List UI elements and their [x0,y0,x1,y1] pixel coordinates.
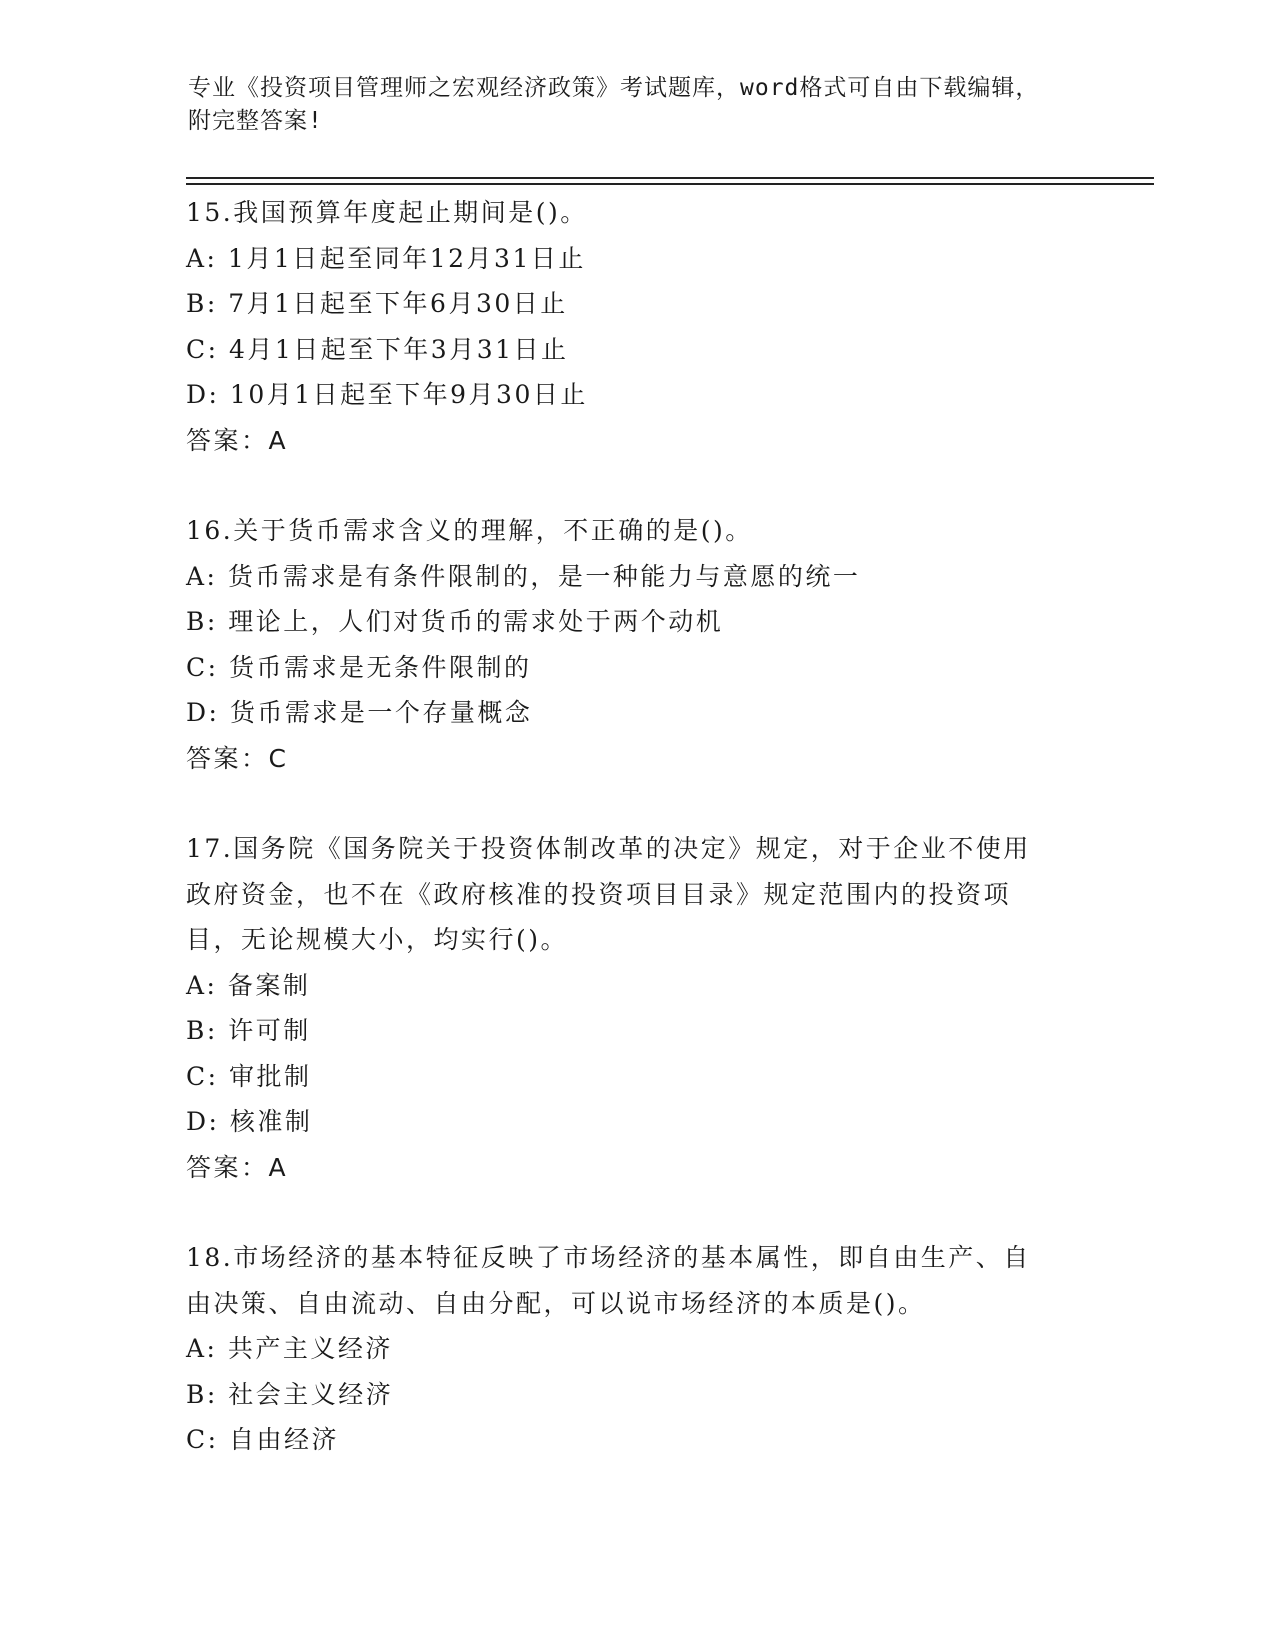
stem-line: 18.市场经济的基本特征反映了市场经济的基本属性，即自由生产、自 [186,1243,1031,1272]
header-line-1: 专业《投资项目管理师之宏观经济政策》考试题库，word格式可自由下载编辑， [188,75,1040,101]
answer-line: 答案：A [186,425,289,455]
question-stem [186,190,1086,236]
question-15 [186,190,1086,463]
option-a: A: 共产主义经济 [186,1334,393,1363]
header-divider-bottom [186,183,1154,185]
option-b: B: 许可制 [186,1016,311,1045]
document-header [188,72,1088,138]
option-c: C: 审批制 [186,1061,312,1091]
option-c: C: 4月1日起至下年3月31日止 [186,334,569,364]
option-b: B: 理论上，人们对货币的需求处于两个动机 [186,607,724,636]
option-d: D: 核准制 [186,1107,313,1136]
question-16 [186,508,1086,781]
option-b: B: 社会主义经济 [186,1379,394,1409]
question-18 [186,1235,1086,1463]
option-c: C: 自由经济 [186,1425,339,1454]
question-17 [186,826,1086,1190]
stem-line: 政府资金，也不在《政府核准的投资项目目录》规定范围内的投资项 [186,879,1012,909]
question-stem [186,1235,1086,1326]
stem-line: 目，无论规模大小，均实行()。 [186,925,569,954]
question-list [186,190,1086,1508]
stem-line: 17.国务院《国务院关于投资体制改革的决定》规定，对于企业不使用 [186,834,1031,863]
header-line-2: 附完整答案! [188,108,323,134]
stem-line: 15.我国预算年度起止期间是()。 [186,198,588,227]
option-c: C: 货币需求是无条件限制的 [186,652,532,682]
option-a: A: 货币需求是有条件限制的，是一种能力与意愿的统一 [186,561,861,591]
answer-line: 答案：C [186,743,289,773]
stem-line: 由决策、自由流动、自由分配，可以说市场经济的本质是()。 [186,1288,926,1318]
question-stem [186,508,1086,554]
stem-line: 16.关于货币需求含义的理解，不正确的是()。 [186,516,753,545]
option-d: D: 货币需求是一个存量概念 [186,698,533,727]
answer-line: 答案：A [186,1152,289,1182]
option-b: B: 7月1日起至下年6月30日止 [186,289,568,318]
option-d: D: 10月1日起至下年9月30日止 [186,380,588,409]
question-stem [186,826,1086,963]
option-a: A: 1月1日起至同年12月31日止 [186,243,586,273]
header-divider-top [186,177,1154,179]
option-a: A: 备案制 [186,970,311,1000]
